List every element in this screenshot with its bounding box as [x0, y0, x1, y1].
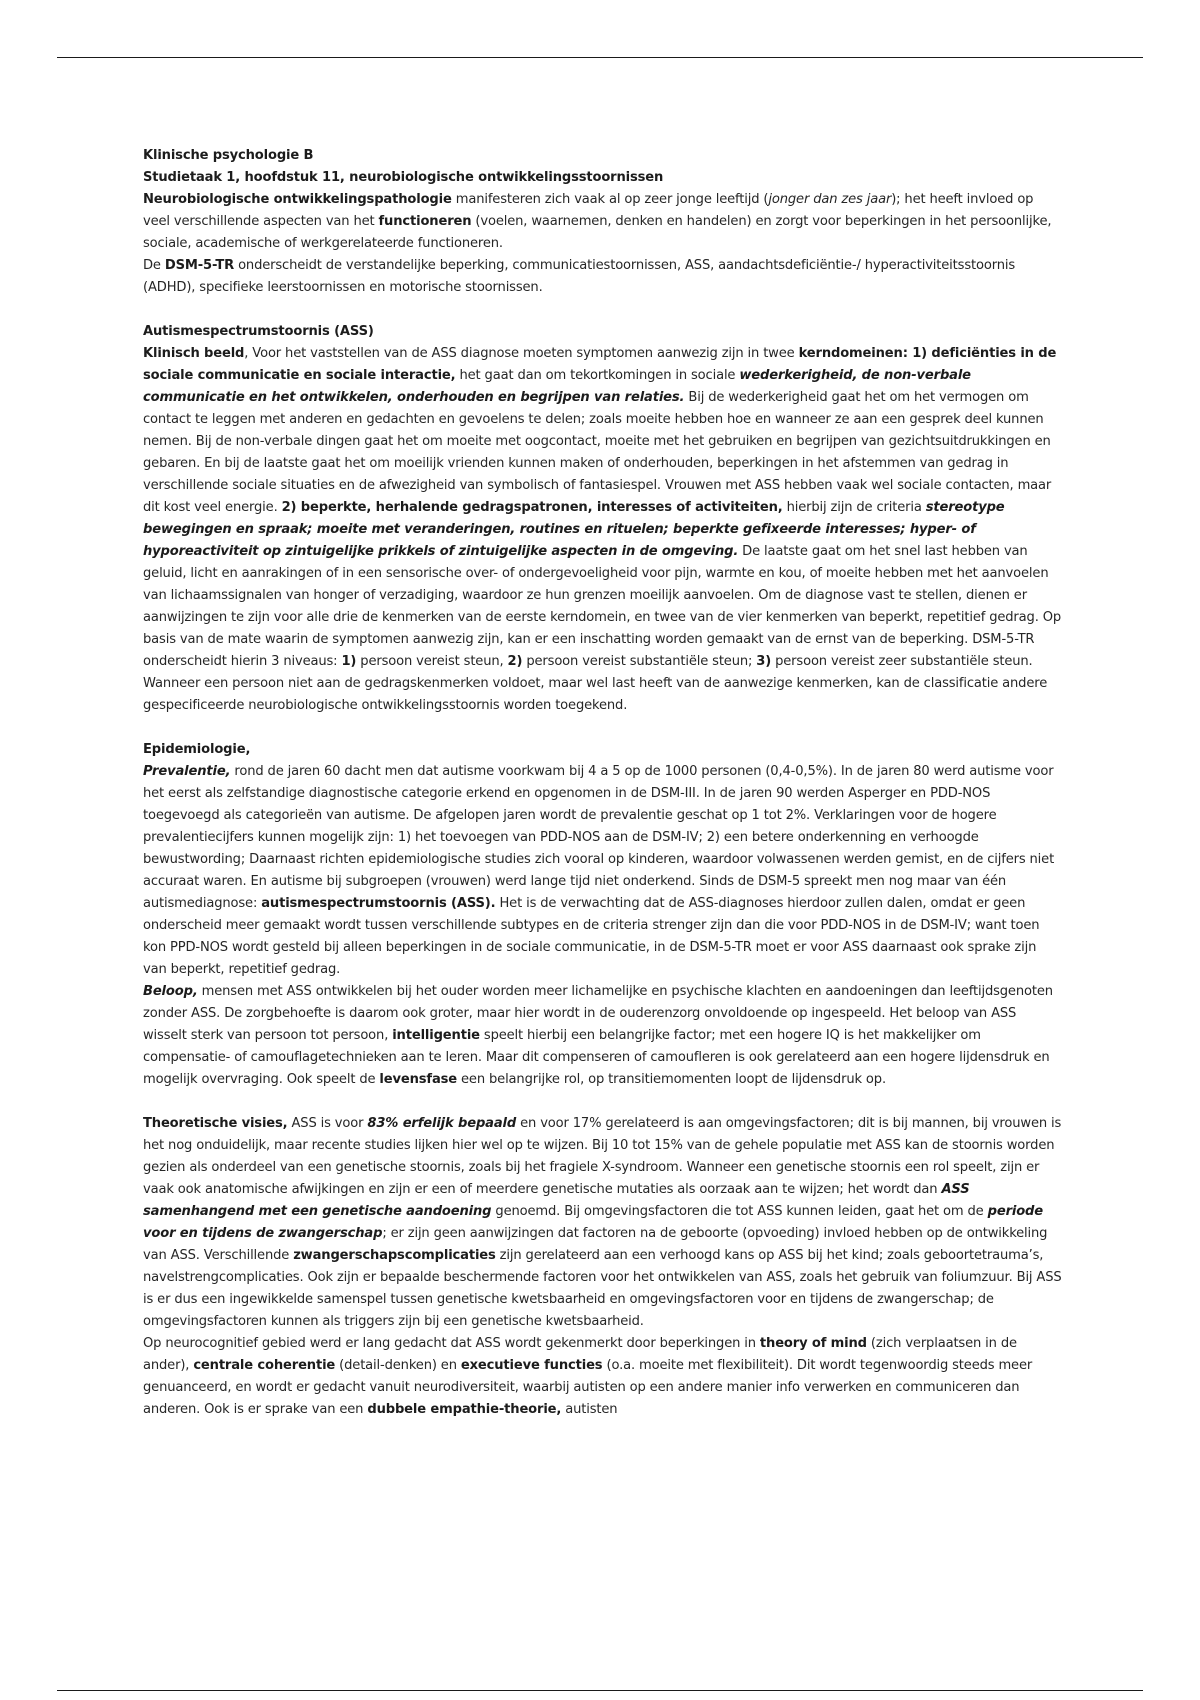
emphasis-run: functioneren — [378, 214, 472, 229]
emphasis-run: theory of mind — [759, 1336, 867, 1351]
ass-heading: Autismespectrumstoornis (ASS) — [143, 324, 374, 339]
epidemiology-heading: Epidemiologie, — [143, 742, 251, 757]
emphasis-run: centrale coherentie — [193, 1358, 336, 1373]
neurocognitive-paragraph: Op neurocognitief gebied werd er lang gedacht dat ASS wordt gekenmerkt door beperkingen in theory of mind (zich verplaatsen in de ander), centrale coherentie (detail-denken) en executieve functies (o.a. moeite met flexibiliteit). Dit wordt tegenwoordig steeds meer genuanceerd, en wordt er gedacht vanuit neurodiversiteit, waarbij autisten op een andere manier info verwerken en communiceren dan anderen. Ook is er sprake van een dubbele empathie-theorie, autisten — [143, 1336, 1033, 1417]
emphasis-run: 1) — [341, 654, 357, 669]
assignment-title: Studietaak 1, hoofdstuk 11, neurobiologische ontwikkelingsstoornissen — [143, 170, 664, 185]
emphasis-run: jonger dan zes jaar — [768, 192, 892, 207]
emphasis-run: dubbele empathie-theorie, — [367, 1402, 562, 1417]
emphasis-run: ASS samenhangend met een genetische aandoening — [143, 1182, 970, 1219]
emphasis-run: Klinisch beeld — [143, 346, 245, 361]
course-paragraph: Beloop, mensen met ASS ontwikkelen bij het ouder worden meer lichamelijke en psychische klachten en aandoeningen dan leeftijdsgenoten zonder ASS. De zorgbehoefte is daarom ook groter, maar hier wordt in de ouderenzorg onvoldoende op ingespeeld. Het beloop van ASS wisselt sterk van persoon tot persoon, intelligentie speelt hierbij een belangrijke factor; met een hogere IQ is het makkelijker om compensatie- of camouflagetechnieken aan te leren. Maar dit compenseren of camoufleren is ook gerelateerd aan een hogere lijdensdruk en mogelijk overvraging. Ook speelt de levensfase een belangrijke rol, op transitiemomenten loopt de lijdensdruk op. — [143, 984, 1053, 1087]
emphasis-run: 2) — [507, 654, 523, 669]
intro-paragraph-2: De DSM-5-TR onderscheidt de verstandelijke beperking, communicatiestoornissen, ASS, aandachtsdeficiëntie-/ hyperactiviteitsstoornis (ADHD), specifieke leerstoornissen en motorische stoornissen. — [143, 258, 1016, 295]
emphasis-run: Prevalentie, — [143, 764, 231, 779]
emphasis-run: 3) — [756, 654, 772, 669]
emphasis-run: autismespectrumstoornis (ASS). — [261, 896, 496, 911]
emphasis-run: Theoretische visies, — [143, 1116, 288, 1131]
emphasis-run: levensfase — [379, 1072, 458, 1087]
theory-section — [143, 1113, 1063, 1421]
emphasis-run: 2) beperkte, herhalende gedragspatronen, interesses of activiteiten, — [281, 500, 783, 515]
spacer — [143, 1091, 1063, 1113]
emphasis-run: intelligentie — [392, 1028, 480, 1043]
emphasis-run: Neurobiologische ontwikkelingspathologie — [143, 192, 452, 207]
epidemiology-section — [143, 739, 1063, 1091]
emphasis-run: executieve functies — [460, 1358, 603, 1373]
emphasis-run: DSM-5-TR — [164, 258, 235, 273]
ass-section — [143, 321, 1063, 717]
spacer — [143, 299, 1063, 321]
footer-rule — [57, 1690, 1143, 1691]
header-rule — [57, 57, 1143, 58]
emphasis-run: periode voor en tijdens de zwangerschap — [143, 1204, 1044, 1241]
emphasis-run: 83% erfelijk bepaald — [367, 1116, 517, 1131]
emphasis-run: zwangerschapscomplicaties — [293, 1248, 496, 1263]
intro-paragraph-1: Neurobiologische ontwikkelingspathologie manifesteren zich vaak al op zeer jonge leeftijd (jonger dan zes jaar); het heeft invloed op veel verschillende aspecten van het functioneren (voelen, waarnemen, denken en handelen) en zorgt voor beperkingen in het persoonlijke, sociale, academische of werkgerelateerde functioneren. — [143, 192, 1052, 251]
spacer — [143, 717, 1063, 739]
emphasis-run: kerndomeinen: 1) deficiënties in de sociale communicatie en sociale interactie, — [143, 346, 1057, 383]
theory-paragraph: Theoretische visies, ASS is voor 83% erfelijk bepaald en voor 17% gerelateerd is aan omgevingsfactoren; dit is bij mannen, bij vrouwen is het nog onduidelijk, maar recente studies lijken hier wel op te wijzen. Bij 10 tot 15% van de gehele populatie met ASS kan de stoornis worden gezien als onderdeel van een genetische stoornis, zoals bij het fragiele X-syndroom. Wanneer een genetische stoornis een rol speelt, zijn er vaak ook anatomische afwijkingen en zijn er een of meerdere genetische mutaties als oorzaak aan te wijzen; het wordt dan ASS samenhangend met een genetische aandoening genoemd. Bij omgevingsfactoren die tot ASS kunnen leiden, gaat het om de periode voor en tijdens de zwangerschap; er zijn geen aanwijzingen dat factoren na de geboorte (opvoeding) invloed hebben op de ontwikkeling van ASS. Verschillende zwangerschapscomplicaties zijn gerelateerd aan een verhoogd kans op ASS bij het kind; zoals geboortetrauma’s, navelstrengcomplicaties. Ook zijn er bepaalde beschermende factoren voor het ontwikkelen van ASS, zoals het gebruik van foliumzuur. Bij ASS is er dus een ingewikkelde samenspel tussen genetische kwetsbaarheid en omgevingsfactoren voor en tijdens de zwangerschap; de omgevingsfactoren kunnen als triggers zijn bij een genetische kwetsbaarheid. — [143, 1116, 1062, 1329]
emphasis-run: Beloop, — [143, 984, 198, 999]
course-title: Klinische psychologie B — [143, 148, 314, 163]
document-body — [143, 145, 1063, 1421]
intro-section — [143, 189, 1063, 299]
prevalence-paragraph: Prevalentie, rond de jaren 60 dacht men dat autisme voorkwam bij 4 a 5 op de 1000 personen (0,4-0,5%). In de jaren 80 werd autisme voor het eerst als zelfstandige diagnostische categorie erkend en opgenomen in de DSM-III. In de jaren 90 werden Asperger en PDD-NOS toegevoegd als categorieën van autisme. De afgelopen jaren wordt de prevalentie geschat op 1 tot 2%. Verklaringen voor de hogere prevalentiecijfers kunnen mogelijk zijn: 1) het toevoegen van PDD-NOS aan de DSM-IV; 2) een betere onderkenning en verhoogde bewustwording; Daarnaast richten epidemiologische studies zich vooral op kinderen, waardoor volwassenen werden gemist, en de cijfers niet accuraat waren. En autisme bij subgroepen (vrouwen) werd lange tijd niet onderkend. Sinds de DSM-5 spreekt men nog maar van één autismediagnose: autismespectrumstoornis (ASS). Het is de verwachting dat de ASS-diagnoses hierdoor zullen dalen, omdat er geen onderscheid meer gemaakt wordt tussen verschillende subtypes en de criteria strenger zijn dan die voor PDD-NOS in de DSM-IV; want toen kon PPD-NOS wordt gesteld bij alleen beperkingen in de sociale communicatie, in de DSM-5-TR moet er voor ASS daarnaast ook sprake zijn van beperkt, repetitief gedrag. — [143, 764, 1055, 977]
emphasis-run: wederkerigheid, de non-verbale communicatie en het ontwikkelen, onderhouden en begrijpen van relaties. — [143, 368, 971, 405]
emphasis-run: stereotype bewegingen en spraak; moeite met veranderingen, routines en rituelen; beperkte gefixeerde interesses; hyper- of hyporeactiviteit op zintuigelijke prikkels of zintuigelijke aspecten in de omgeving. — [143, 500, 1005, 559]
ass-clinical-paragraph: Klinisch beeld, Voor het vaststellen van de ASS diagnose moeten symptomen aanwezig zijn in twee kerndomeinen: 1) deficiënties in de sociale communicatie en sociale interactie, het gaat dan om tekortkomingen in sociale wederkerigheid, de non-verbale communicatie en het ontwikkelen, onderhouden en begrijpen van relaties. Bij de wederkerigheid gaat het om het vermogen om contact te leggen met anderen en gedachten en gevoelens te delen; zoals moeite hebben hoe en wanneer ze aan een gesprek deel kunnen nemen. Bij de non-verbale dingen gaat het om moeite met oogcontact, moeite met het gebruiken en begrijpen van gezichtsuitdrukkingen en gebaren. En bij de laatste gaat het om moeilijk vrienden kunnen maken of onderhouden, beperkingen in het afstemmen van gedrag in verschillende sociale situaties en de afwezigheid van symbolisch of fantasiespel. Vrouwen met ASS hebben vaak wel sociale contacten, maar dit kost veel energie. 2) beperkte, herhalende gedragspatronen, interesses of activiteiten, hierbij zijn de criteria stereotype bewegingen en spraak; moeite met veranderingen, routines en rituelen; beperkte gefixeerde interesses; hyper- of hyporeactiviteit op zintuigelijke prikkels of zintuigelijke aspecten in de omgeving. De laatste gaat om het snel last hebben van geluid, licht en aanrakingen of in een sensorische over- of ondergevoeligheid voor pijn, warmte en kou, of moeite hebben met het aanvoelen van lichaamssignalen van honger of verzadiging, waardoor ze hun grenzen moeilijk aanvoelen. Om de diagnose vast te stellen, dienen er aanwijzingen te zijn voor alle drie de kenmerken van de eerste kerndomein, en twee van de vier kenmerken van beperkt, repetitief gedrag. Op basis van de mate waarin de symptomen aanwezig zijn, kan er een inschatting worden gemaakt van de ernst van de beperking. DSM-5-TR onderscheidt hierin 3 niveaus: 1) persoon vereist steun, 2) persoon vereist substantiële steun; 3) persoon vereist zeer substantiële steun. Wanneer een persoon niet aan de gedragskenmerken voldoet, maar wel last heeft van de aanwezige kenmerken, kan de classificatie andere gespecificeerde neurobiologische ontwikkelingsstoornis worden toegekend. — [143, 346, 1062, 713]
